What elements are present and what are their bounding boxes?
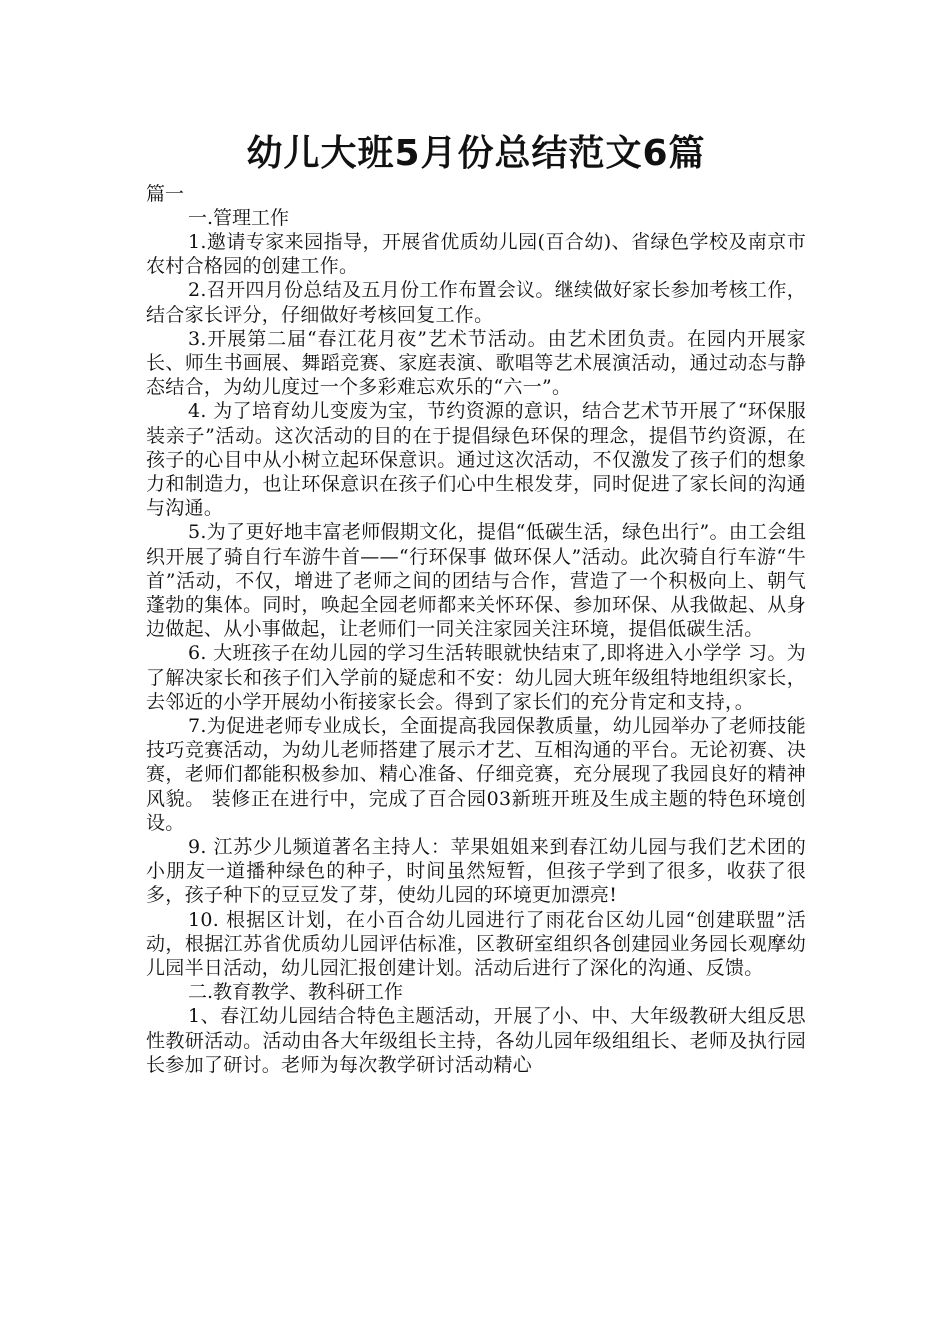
paragraph: 1、春江幼儿园结合特色主题活动，开展了小、中、大年级教研大组反思性教研活动。活动由各大年级组长主持，各幼儿园年级组组长、老师及执行园长参加了研讨。老师为每次教学研讨活动精心 <box>146 1005 806 1076</box>
paragraph: 4. 为了培育幼儿变废为宝，节约资源的意识，结合艺术节开展了“环保服装亲子”活动。这次活动的目的在于提倡绿色环保的理念，提倡节约资源，在孩子的心目中从小树立起环保意识。通过这次活动，不仅激发了孩子们的想象力和制造力，也让环保意识在孩子们心中生根发芽，同时促进了家长间的沟通与沟通。 <box>146 400 806 520</box>
paragraph: 6. 大班孩子在幼儿园的学习生活转眼就快结束了,即将进入小学学 习。为了解决家长和孩子们入学前的疑虑和不安：幼儿园大班年级组特地组织家长，去邻近的小学开展幼小衔接家长会。得到了家长们的充分肯定和支持，。 <box>146 642 806 713</box>
document-title: 幼儿大班5月份总结范文6篇 <box>246 133 706 174</box>
heading-teaching-research: 二.教育教学、教科研工作 <box>188 981 404 1004</box>
paragraph: 1.邀请专家来园指导，开展省优质幼儿园(百合幼)、省绿色学校及南京市农村合格园的创建工作。 <box>146 231 806 278</box>
heading-management: 一.管理工作 <box>188 207 290 229</box>
paragraph: 7.为促进老师专业成长，全面提高我园保教质量，幼儿园举办了老师技能技巧竞赛活动，为幼儿老师搭建了展示才艺、互相沟通的平台。无论初赛、决赛，老师们都能积极参加、精心准备、仔细竞赛，充分展现了我园良好的精神风貌。 装修正在进行中，完成了百合园03新班开班及生成主题的特色环境创设。 <box>146 715 806 834</box>
section-label: 篇一 <box>146 183 185 205</box>
paragraph: 10. 根据区计划，在小百合幼儿园进行了雨花台区幼儿园“创建联盟”活动，根据江苏省优质幼儿园评估标准，区教研室组织各创建园业务园长观摩幼儿园半日活动，幼儿园汇报创建计划。活动后进行了深化的沟通、反馈。 <box>146 908 806 980</box>
paragraph: 2.召开四月份总结及五月份工作布置会议。继续做好家长参加考核工作，结合家长评分，仔细做好考核回复工作。 <box>146 279 806 326</box>
paragraph: 9. 江苏少儿频道著名主持人：苹果姐姐来到春江幼儿园与我们艺术团的小朋友一道播种绿色的种子，时间虽然短暂，但孩子学到了很多，收获了很多，孩子种下的豆豆发了芽，使幼儿园的环境更加漂亮! <box>146 836 806 907</box>
paragraph: 5.为了更好地丰富老师假期文化，提倡“低碳生活，绿色出行”。由工会组织开展了骑自行车游牛首——“行环保事 做环保人”活动。此次骑自行车游“牛首”活动，不仅，增进了老师之间的团结与合作，营造了一个积极向上、朝气蓬勃的集体。同时，唤起全园老师都来关怀环保、参加环保、从我做起、从身边做起、从小事做起，让老师们一同关注家园关注环境，提倡低碳生活。 <box>146 521 806 641</box>
document-page <box>146 126 806 1077</box>
paragraph: 3.开展第二届“春江花月夜”艺术节活动。由艺术团负责。在园内开展家长、师生书画展、舞蹈竞赛、家庭表演、歌唱等艺术展演活动，通过动态与静态结合，为幼儿度过一个多彩难忘欢乐的“六一”。 <box>146 327 806 399</box>
